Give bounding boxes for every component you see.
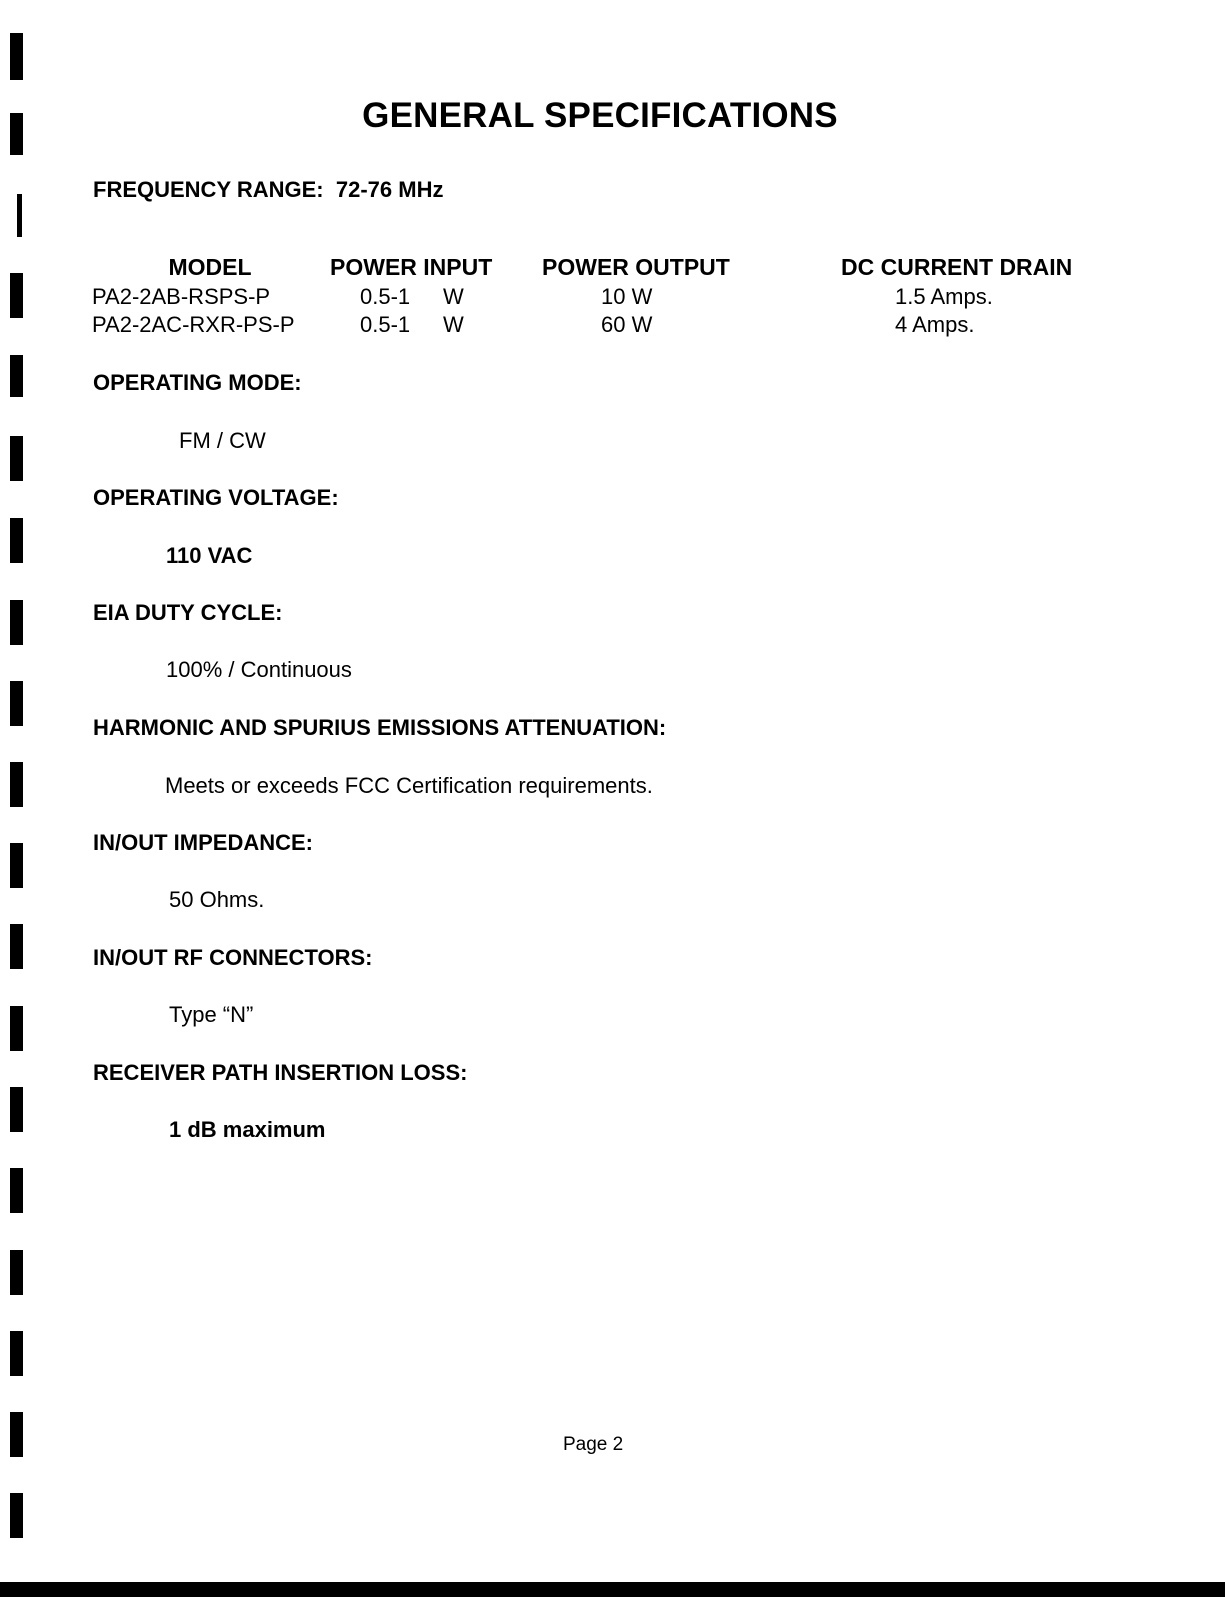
duty-cycle-value: 100% / Continuous (166, 657, 352, 682)
operating-voltage-value: 110 VAC (166, 543, 253, 568)
emissions-value: Meets or exceeds FCC Certification requirements. (165, 773, 653, 798)
binder-mark (10, 600, 23, 645)
scan-bottom-edge (0, 1582, 1225, 1597)
binder-mark (10, 1168, 23, 1213)
binder-mark (10, 273, 23, 318)
table-cell-dc-drain: 4 Amps. (895, 312, 975, 337)
table-header-dc-current-drain: DC CURRENT DRAIN (841, 254, 1073, 280)
binder-mark (10, 1331, 23, 1376)
table-header-power-output: POWER OUTPUT (542, 254, 730, 280)
table-cell-dc-drain: 1.5 Amps. (895, 284, 993, 309)
binder-mark (10, 924, 23, 969)
binder-mark (10, 1412, 23, 1457)
table-cell-power-output: 10 W (601, 284, 653, 309)
impedance-value: 50 Ohms. (169, 887, 265, 912)
table-cell-power-input: 0.5-1 (360, 312, 411, 337)
insertion-loss-label: RECEIVER PATH INSERTION LOSS: (93, 1060, 468, 1085)
binder-mark (17, 194, 22, 237)
frequency-label: FREQUENCY RANGE: (93, 177, 324, 202)
table-cell-input-unit: W (443, 312, 464, 337)
binder-mark (10, 762, 23, 807)
table-header-power-input: POWER INPUT (330, 254, 493, 280)
binder-mark (10, 1087, 23, 1132)
rf-connectors-value: Type “N” (169, 1002, 254, 1027)
insertion-loss-value: 1 dB maximum (169, 1117, 326, 1142)
binder-mark (10, 1250, 23, 1295)
table-cell-model: PA2-2AB-RSPS-P (92, 284, 271, 309)
frequency-range (93, 177, 443, 203)
operating-mode-value: FM / CW (179, 428, 266, 453)
binder-mark (10, 681, 23, 726)
duty-cycle-label: EIA DUTY CYCLE: (93, 600, 283, 625)
table-cell-input-unit: W (443, 284, 464, 309)
page-title: GENERAL SPECIFICATIONS (362, 96, 838, 135)
table-cell-power-input: 0.5-1 (360, 284, 411, 309)
operating-voltage-label: OPERATING VOLTAGE: (93, 485, 339, 510)
binder-mark (10, 436, 23, 481)
table-cell-power-output: 60 W (601, 312, 653, 337)
impedance-label: IN/OUT IMPEDANCE: (93, 830, 313, 855)
table-header-model: MODEL (168, 254, 252, 280)
table-cell-model: PA2-2AC-RXR-PS-P (92, 312, 295, 337)
frequency-value: 72-76 MHz (335, 177, 444, 202)
binder-mark (10, 518, 23, 563)
page-number: Page 2 (563, 1434, 624, 1455)
binder-mark (10, 843, 23, 888)
operating-mode-label: OPERATING MODE: (93, 370, 302, 395)
rf-connectors-label: IN/OUT RF CONNECTORS: (93, 945, 373, 970)
binder-mark (10, 1493, 23, 1538)
binder-mark (10, 33, 23, 80)
binder-mark (10, 355, 23, 397)
emissions-label: HARMONIC AND SPURIUS EMISSIONS ATTENUATION: (93, 715, 667, 740)
binder-mark (10, 1006, 23, 1051)
